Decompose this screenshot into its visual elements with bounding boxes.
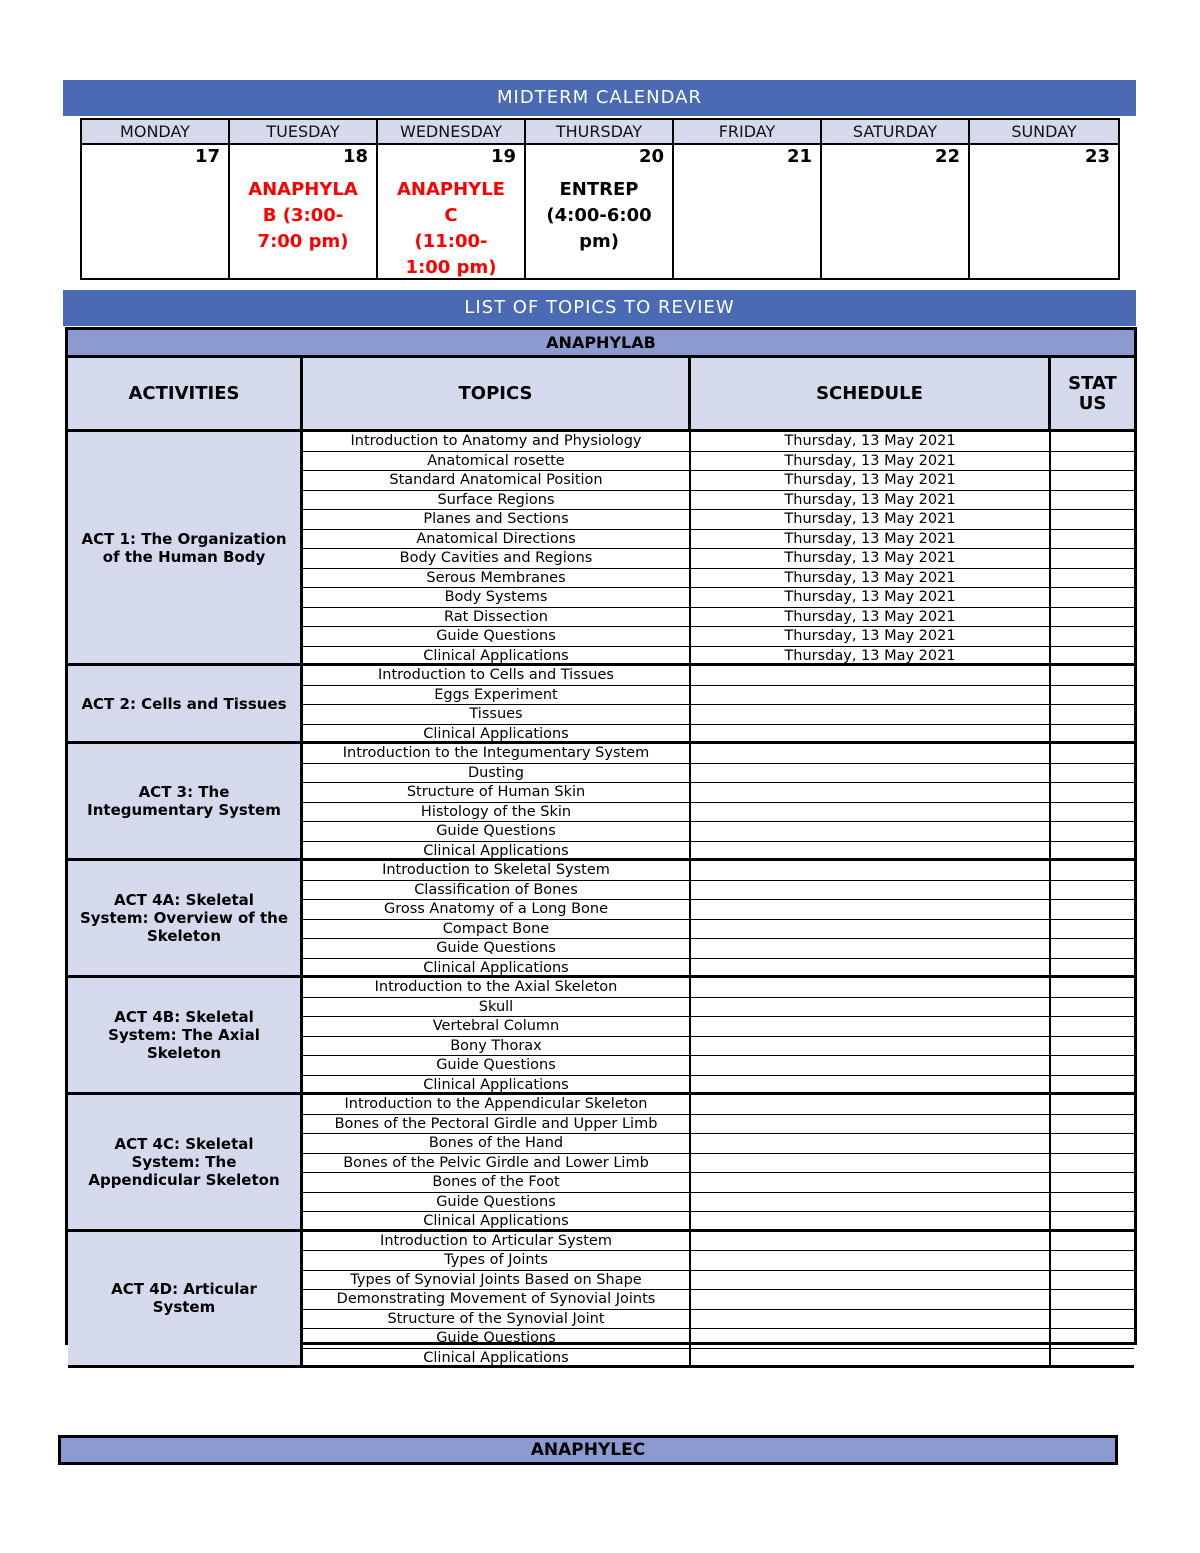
schedule-cell: Thursday, 13 May 2021 [691, 432, 1051, 451]
activity-label: ACT 4C: Skeletal System: The Appendicular Skeleton [68, 1095, 303, 1232]
table-row [303, 1271, 1134, 1291]
activity-label: ACT 3: The Integumentary System [68, 744, 303, 861]
topic-cell: Eggs Experiment [303, 686, 691, 705]
topic-cell: Guide Questions [303, 1329, 691, 1348]
status-cell[interactable] [1051, 920, 1134, 939]
schedule-cell [691, 1076, 1051, 1093]
topic-cell: Serous Membranes [303, 569, 691, 588]
topic-cell: Introduction to Anatomy and Physiology [303, 432, 691, 451]
status-cell[interactable] [1051, 608, 1134, 627]
status-cell[interactable] [1051, 1251, 1134, 1270]
topic-cell: Guide Questions [303, 1056, 691, 1075]
day-header-friday: FRIDAY [674, 120, 822, 145]
table-row [303, 900, 1134, 920]
schedule-cell: Thursday, 13 May 2021 [691, 491, 1051, 510]
topic-cell: Bones of the Foot [303, 1173, 691, 1192]
topic-cell: Tissues [303, 705, 691, 724]
status-cell[interactable] [1051, 881, 1134, 900]
schedule-cell [691, 1154, 1051, 1173]
schedule-cell [691, 822, 1051, 841]
status-cell[interactable] [1051, 842, 1134, 859]
topic-cell: Bony Thorax [303, 1037, 691, 1056]
schedule-cell [691, 1271, 1051, 1290]
schedule-cell [691, 1329, 1051, 1348]
table-row [303, 666, 1134, 686]
schedule-cell [691, 1017, 1051, 1036]
topic-cell: Introduction to the Appendicular Skeleton [303, 1095, 691, 1114]
schedule-cell [691, 1056, 1051, 1075]
table-row [303, 432, 1134, 452]
table-row [303, 1115, 1134, 1135]
status-cell[interactable] [1051, 452, 1134, 471]
table-row [303, 1076, 1134, 1096]
topic-cell: Clinical Applications [303, 725, 691, 742]
status-cell[interactable] [1051, 491, 1134, 510]
table-row [303, 705, 1134, 725]
table-row [303, 764, 1134, 784]
table-row [303, 647, 1134, 667]
status-cell[interactable] [1051, 1212, 1134, 1229]
status-cell[interactable] [1051, 569, 1134, 588]
activity-label: ACT 4B: Skeletal System: The Axial Skeleton [68, 978, 303, 1095]
calendar-event: ANAPHYLA B (3:00- 7:00 pm) [248, 179, 358, 252]
schedule-cell: Thursday, 13 May 2021 [691, 569, 1051, 588]
status-cell[interactable] [1051, 705, 1134, 724]
table-row [303, 1154, 1134, 1174]
anaphylec-title: ANAPHYLEC [58, 1435, 1118, 1465]
table-row [303, 627, 1134, 647]
status-cell[interactable] [1051, 1271, 1134, 1290]
schedule-header: SCHEDULE [691, 358, 1051, 432]
table-row [303, 549, 1134, 569]
status-cell[interactable] [1051, 1193, 1134, 1212]
topic-cell: Standard Anatomical Position [303, 471, 691, 490]
calendar-day-cell [970, 145, 1118, 278]
day-header-sunday: SUNDAY [970, 120, 1118, 145]
table-row [303, 686, 1134, 706]
status-cell[interactable] [1051, 744, 1134, 763]
status-cell[interactable] [1051, 764, 1134, 783]
status-cell[interactable] [1051, 510, 1134, 529]
table-row [303, 881, 1134, 901]
status-cell[interactable] [1051, 959, 1134, 976]
status-cell[interactable] [1051, 666, 1134, 685]
schedule-cell [691, 725, 1051, 742]
table-row [303, 725, 1134, 745]
table-row [303, 608, 1134, 628]
table-row [303, 471, 1134, 491]
status-cell[interactable] [1051, 803, 1134, 822]
table-row [303, 1251, 1134, 1271]
schedule-cell [691, 1290, 1051, 1309]
topic-cell: Guide Questions [303, 627, 691, 646]
table-row [303, 803, 1134, 823]
schedule-cell [691, 1251, 1051, 1270]
schedule-cell: Thursday, 13 May 2021 [691, 530, 1051, 549]
topic-cell: Bones of the Pectoral Girdle and Upper Limb [303, 1115, 691, 1134]
status-cell[interactable] [1051, 1349, 1134, 1366]
status-cell[interactable] [1051, 1017, 1134, 1036]
activity-label: ACT 4A: Skeletal System: Overview of the Skeleton [68, 861, 303, 978]
status-cell[interactable] [1051, 1232, 1134, 1251]
status-cell[interactable] [1051, 900, 1134, 919]
table-row [303, 588, 1134, 608]
day-header-saturday: SATURDAY [822, 120, 970, 145]
table-row [303, 1232, 1134, 1252]
table-row [303, 569, 1134, 589]
schedule-cell [691, 686, 1051, 705]
schedule-cell [691, 939, 1051, 958]
table-row [303, 1173, 1134, 1193]
table-row [303, 510, 1134, 530]
day-number: 22 [934, 146, 960, 167]
status-cell[interactable] [1051, 861, 1134, 880]
table-row [303, 939, 1134, 959]
calendar-grid [80, 118, 1120, 280]
topics-header: TOPICS [303, 358, 691, 432]
schedule-cell [691, 1115, 1051, 1134]
topic-cell: Classification of Bones [303, 881, 691, 900]
table-row [303, 920, 1134, 940]
table-row [303, 783, 1134, 803]
table-row [303, 491, 1134, 511]
schedule-cell [691, 1037, 1051, 1056]
status-cell[interactable] [1051, 686, 1134, 705]
table-row [303, 1037, 1134, 1057]
day-number: 18 [342, 146, 368, 167]
schedule-cell [691, 1173, 1051, 1192]
schedule-cell [691, 744, 1051, 763]
status-cell[interactable] [1051, 1310, 1134, 1329]
topic-cell: Gross Anatomy of a Long Bone [303, 900, 691, 919]
schedule-cell [691, 998, 1051, 1017]
topic-cell: Body Systems [303, 588, 691, 607]
day-header-wednesday: WEDNESDAY [378, 120, 526, 145]
topic-cell: Body Cavities and Regions [303, 549, 691, 568]
status-cell[interactable] [1051, 725, 1134, 742]
schedule-cell [691, 1134, 1051, 1153]
calendar-day-cell [674, 145, 822, 278]
activities-header: ACTIVITIES [68, 358, 303, 432]
topic-cell: Histology of the Skin [303, 803, 691, 822]
schedule-cell: Thursday, 13 May 2021 [691, 588, 1051, 607]
schedule-cell [691, 900, 1051, 919]
status-cell[interactable] [1051, 1076, 1134, 1093]
day-number: 19 [490, 146, 516, 167]
topic-cell: Demonstrating Movement of Synovial Joints [303, 1290, 691, 1309]
schedule-cell [691, 705, 1051, 724]
table-row [303, 1017, 1134, 1037]
activity-label: ACT 2: Cells and Tissues [68, 666, 303, 744]
schedule-cell [691, 666, 1051, 685]
day-number: 21 [786, 146, 812, 167]
status-cell[interactable] [1051, 647, 1134, 664]
day-header-thursday: THURSDAY [526, 120, 674, 145]
status-cell[interactable] [1051, 432, 1134, 451]
table-row [303, 1290, 1134, 1310]
status-cell[interactable] [1051, 939, 1134, 958]
status-cell[interactable] [1051, 1154, 1134, 1173]
table-row [303, 530, 1134, 550]
topic-cell: Introduction to Articular System [303, 1232, 691, 1251]
table-title: ANAPHYLAB [68, 330, 1134, 358]
calendar-day-cell [526, 145, 674, 278]
schedule-cell [691, 978, 1051, 997]
topic-cell: Bones of the Hand [303, 1134, 691, 1153]
schedule-cell [691, 1232, 1051, 1251]
topic-cell: Anatomical Directions [303, 530, 691, 549]
table-row [303, 1212, 1134, 1232]
topic-cell: Clinical Applications [303, 959, 691, 976]
status-cell[interactable] [1051, 998, 1134, 1017]
table-row [303, 861, 1134, 881]
table-row [303, 959, 1134, 979]
topic-cell: Introduction to Skeletal System [303, 861, 691, 880]
status-cell[interactable] [1051, 822, 1134, 841]
calendar-day-cell [82, 145, 230, 278]
schedule-cell [691, 920, 1051, 939]
topic-cell: Clinical Applications [303, 647, 691, 664]
schedule-cell: Thursday, 13 May 2021 [691, 452, 1051, 471]
schedule-cell [691, 861, 1051, 880]
anaphylab-topics-table [65, 327, 1137, 1365]
status-cell[interactable] [1051, 549, 1134, 568]
status-cell[interactable] [1051, 1290, 1134, 1309]
status-cell[interactable] [1051, 978, 1134, 997]
table-row [303, 1329, 1134, 1349]
calendar-event: ANAPHYLE C (11:00- 1:00 pm) [397, 179, 505, 278]
topic-cell: Compact Bone [303, 920, 691, 939]
topic-cell: Introduction to Cells and Tissues [303, 666, 691, 685]
day-number: 20 [638, 146, 664, 167]
status-cell[interactable] [1051, 1115, 1134, 1134]
topic-cell: Clinical Applications [303, 842, 691, 859]
topic-cell: Dusting [303, 764, 691, 783]
topic-cell: Rat Dissection [303, 608, 691, 627]
schedule-cell: Thursday, 13 May 2021 [691, 471, 1051, 490]
schedule-cell [691, 1212, 1051, 1229]
table-row [303, 998, 1134, 1018]
schedule-cell [691, 1310, 1051, 1329]
day-header-tuesday: TUESDAY [230, 120, 378, 145]
status-cell[interactable] [1051, 530, 1134, 549]
schedule-cell [691, 783, 1051, 802]
topic-cell: Types of Synovial Joints Based on Shape [303, 1271, 691, 1290]
schedule-cell [691, 959, 1051, 976]
topic-cell: Introduction to the Axial Skeleton [303, 978, 691, 997]
topic-cell: Clinical Applications [303, 1076, 691, 1093]
schedule-cell [691, 1349, 1051, 1366]
table-row [303, 978, 1134, 998]
topic-cell: Structure of the Synovial Joint [303, 1310, 691, 1329]
day-number: 17 [194, 146, 220, 167]
table-row [303, 1349, 1134, 1369]
topics-section-title: LIST OF TOPICS TO REVIEW [63, 290, 1136, 326]
table-row [303, 744, 1134, 764]
topic-cell: Skull [303, 998, 691, 1017]
topic-cell: Surface Regions [303, 491, 691, 510]
topic-cell: Guide Questions [303, 822, 691, 841]
schedule-cell: Thursday, 13 May 2021 [691, 608, 1051, 627]
topic-cell: Vertebral Column [303, 1017, 691, 1036]
topic-cell: Guide Questions [303, 1193, 691, 1212]
topic-cell: Structure of Human Skin [303, 783, 691, 802]
schedule-cell: Thursday, 13 May 2021 [691, 647, 1051, 664]
topic-cell: Clinical Applications [303, 1212, 691, 1229]
table-row [303, 1134, 1134, 1154]
table-row [303, 1193, 1134, 1213]
activity-label: ACT 4D: Articular System [68, 1232, 303, 1369]
schedule-cell: Thursday, 13 May 2021 [691, 627, 1051, 646]
table-row [303, 452, 1134, 472]
table-row [303, 822, 1134, 842]
status-cell[interactable] [1051, 1173, 1134, 1192]
calendar-day-cell [230, 145, 378, 278]
topic-cell: Bones of the Pelvic Girdle and Lower Limb [303, 1154, 691, 1173]
table-row [303, 1310, 1134, 1330]
topic-cell: Guide Questions [303, 939, 691, 958]
status-cell[interactable] [1051, 1037, 1134, 1056]
status-cell[interactable] [1051, 1095, 1134, 1114]
status-cell[interactable] [1051, 1134, 1134, 1153]
status-cell[interactable] [1051, 783, 1134, 802]
status-cell[interactable] [1051, 588, 1134, 607]
schedule-cell [691, 764, 1051, 783]
status-cell[interactable] [1051, 1056, 1134, 1075]
calendar-day-cell [378, 145, 526, 278]
schedule-cell: Thursday, 13 May 2021 [691, 510, 1051, 529]
schedule-cell [691, 1095, 1051, 1114]
topic-cell: Types of Joints [303, 1251, 691, 1270]
topic-cell: Introduction to the Integumentary System [303, 744, 691, 763]
status-cell[interactable] [1051, 471, 1134, 490]
day-header-monday: MONDAY [82, 120, 230, 145]
midterm-calendar-title: MIDTERM CALENDAR [63, 80, 1136, 116]
schedule-cell [691, 881, 1051, 900]
table-row [303, 1095, 1134, 1115]
day-number: 23 [1084, 146, 1110, 167]
schedule-cell [691, 842, 1051, 859]
topic-cell: Anatomical rosette [303, 452, 691, 471]
schedule-cell [691, 1193, 1051, 1212]
schedule-cell [691, 803, 1051, 822]
topic-cell: Planes and Sections [303, 510, 691, 529]
schedule-cell: Thursday, 13 May 2021 [691, 549, 1051, 568]
activity-label: ACT 1: The Organization of the Human Body [68, 432, 303, 666]
calendar-event: ENTREP (4:00-6:00 pm) [546, 179, 652, 252]
status-cell[interactable] [1051, 627, 1134, 646]
table-row [303, 1056, 1134, 1076]
status-header: STAT US [1051, 358, 1134, 432]
status-cell[interactable] [1051, 1329, 1134, 1348]
topic-cell: Clinical Applications [303, 1349, 691, 1366]
calendar-day-cell [822, 145, 970, 278]
table-row [303, 842, 1134, 862]
